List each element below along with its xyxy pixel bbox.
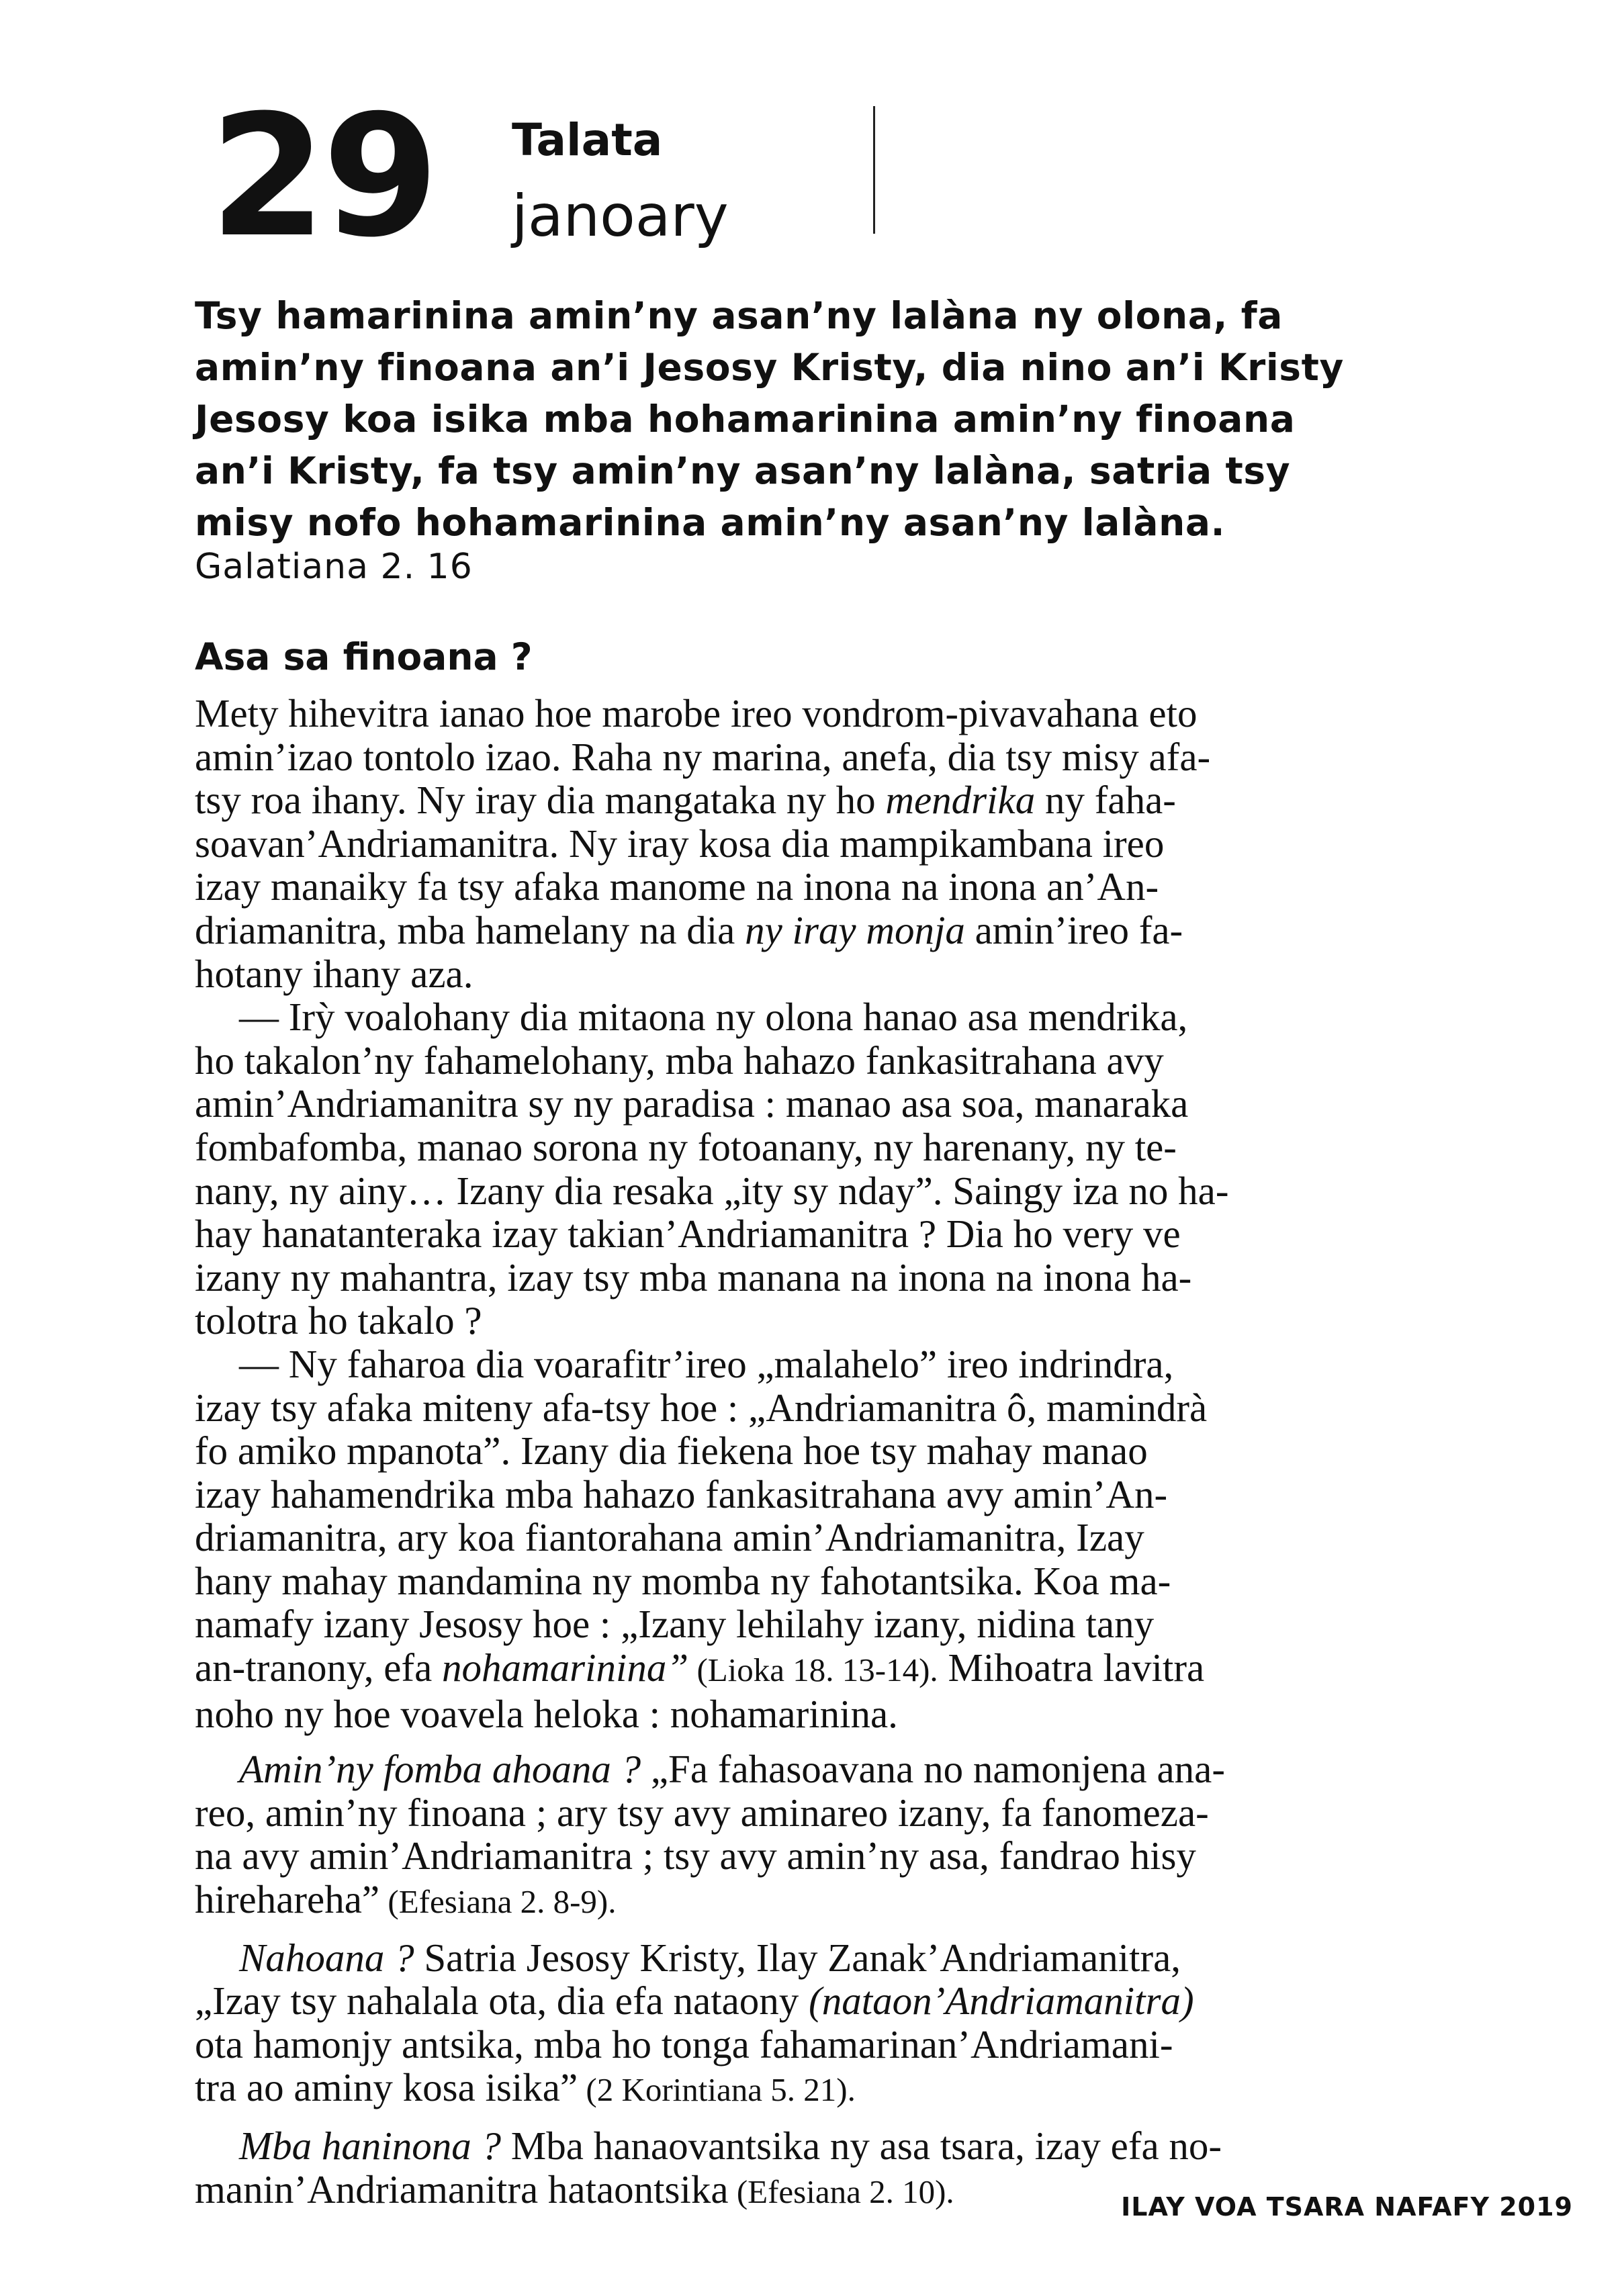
body-line: ota hamonjy antsika, mba ho tonga fahamarinan’Andriamani- — [195, 2021, 1173, 2066]
month: janoary — [512, 183, 729, 250]
body-line — [195, 1878, 1456, 1924]
body-text: hirehareha” — [195, 1877, 380, 1922]
paragraph-gap — [195, 2112, 1456, 2124]
body-line: izay tsy afaka miteny afa-tsy hoe : „Andriamanitra ô, mamindrà — [195, 1385, 1208, 1430]
body-text: Mihoatra lavitra — [938, 1645, 1205, 1690]
body-line: driamanitra, ary koa fiantorahana amin’Andriamanitra, Izay — [195, 1515, 1144, 1560]
paragraph-gap — [195, 1735, 1456, 1747]
article-body — [195, 692, 1456, 2214]
body-line: fombafomba, manao sorona ny fotoanany, ny harenany, ny te- — [195, 1124, 1177, 1169]
body-line — [195, 1646, 1456, 1692]
body-text: ny faha- — [1035, 778, 1176, 823]
body-line — [195, 2066, 1456, 2112]
body-line: hany mahay mandamina ny momba ny fahotantsika. Koa ma- — [195, 1558, 1171, 1603]
weekday: Talata — [512, 114, 663, 166]
header-divider — [873, 106, 875, 234]
body-text: Satria Jesosy Kristy, Ilay Zanak’Andriamanitra, — [414, 1935, 1181, 1980]
body-text: tsy roa ihany. Ny iray dia mangataka ny ho — [195, 778, 886, 823]
body-line: noho ny hoe voavela heloka : nohamarinina. — [195, 1691, 898, 1736]
body-line: nany, ny ainy… Izany dia resaka „ity sy nday”. Saingy iza no ha- — [195, 1168, 1229, 1213]
body-line — [195, 2124, 1456, 2168]
body-line: — Irỳ voalohany dia mitaona ny olona hanao asa mendrika, — [239, 995, 1188, 1040]
paragraph-gap — [195, 1924, 1456, 1936]
emphasis-text: ny iray monja — [745, 907, 965, 952]
emphasis-text: Mba haninona ? — [239, 2124, 502, 2168]
verse-line: Tsy hamarinina amin’ny asan’ny lalàna ny olona, fa — [195, 294, 1283, 337]
body-line: ho takalon’ny fahamelohany, mba hahazo fankasitrahana avy — [195, 1038, 1164, 1083]
body-line: fo amiko mpanota”. Izany dia fiekena hoe tsy mahay manao — [195, 1428, 1148, 1473]
body-line: tolotra ho takalo ? — [195, 1298, 482, 1343]
body-text: driamanitra, mba hamelany na dia — [195, 907, 746, 952]
article-heading: Asa sa finoana ? — [195, 635, 533, 678]
body-line: izany ny mahantra, izay tsy mba manana na inona na inona ha- — [195, 1255, 1192, 1300]
body-text: „Izay tsy nahalala ota, dia efa nataony — [195, 1979, 809, 2023]
body-line: Mety hihevitra ianao hoe marobe ireo vondrom-pivavahana eto — [195, 691, 1198, 735]
body-text: amin’ireo fa- — [964, 907, 1183, 952]
verse-line: Jesosy koa isika mba hohamarinina amin’ny finoana — [195, 398, 1296, 441]
body-line: — Ny faharoa dia voarafitr’ireo „malahelo” ireo indrindra, — [239, 1341, 1174, 1386]
bible-verse — [195, 290, 1456, 549]
body-text: „Fa fahasoavana no namonjena ana- — [641, 1747, 1225, 1792]
scripture-reference: (Lioka 18. 13-14). — [688, 1651, 938, 1689]
body-line: na avy amin’Andriamanitra ; tsy avy amin’ny asa, fandrao hisy — [195, 1833, 1196, 1878]
body-line: soavan’Andriamanitra. Ny iray kosa dia mampikambana ireo — [195, 821, 1165, 866]
body-line — [195, 909, 1456, 952]
body-line — [195, 1979, 1456, 2023]
emphasis-text: Nahoana ? — [239, 1935, 414, 1980]
body-line: izay manaiky fa tsy afaka manome na inona na inona an’An- — [195, 864, 1159, 909]
body-line — [195, 1747, 1456, 1791]
body-text: manin’Andriamanitra hataontsika — [195, 2167, 729, 2212]
body-line: izay hahamendrika mba hahazo fankasitrahana avy amin’An- — [195, 1471, 1168, 1516]
scripture-reference: (2 Korintiana 5. 21). — [578, 2071, 856, 2109]
body-line: hay hanatanteraka izay takian’Andriamanitra ? Dia ho very ve — [195, 1212, 1181, 1257]
body-line: reo, amin’ny finoana ; ary tsy avy aminareo izany, fa fanomeza- — [195, 1790, 1209, 1835]
body-line: amin’Andriamanitra sy ny paradisa : manao asa soa, manaraka — [195, 1081, 1189, 1126]
day-number: 29 — [210, 79, 435, 274]
body-line: hotany ihany aza. — [195, 951, 473, 996]
verse-reference: Galatiana 2. 16 — [195, 547, 473, 587]
emphasis-text: mendrika — [885, 778, 1036, 823]
body-text: Mba hanaovantsika ny asa tsara, izay efa no- — [501, 2124, 1222, 2168]
publication-footer: ILAY VOA TSARA NAFAFY 2019 — [1121, 2192, 1573, 2222]
body-text: an-tranony, efa — [195, 1645, 443, 1690]
emphasis-text: nohamarinina” — [442, 1645, 689, 1690]
body-line — [195, 1936, 1456, 1980]
scripture-reference: (Efesiana 2. 10). — [728, 2173, 954, 2210]
body-line: namafy izany Jesosy hoe : „Izany lehilahy izany, nidina tany — [195, 1602, 1155, 1647]
body-line: amin’izao tontolo izao. Raha ny marina, anefa, dia tsy misy afa- — [195, 734, 1211, 779]
verse-line: amin’ny finoana an’i Jesosy Kristy, dia nino an’i Kristy — [195, 346, 1344, 389]
scripture-reference: (Efesiana 2. 8-9). — [379, 1883, 617, 1921]
emphasis-text: (nataon’Andriamanitra) — [809, 1979, 1194, 2023]
body-text: tra ao aminy kosa isika” — [195, 2065, 578, 2110]
body-line — [195, 778, 1456, 822]
emphasis-text: Amin’ny fomba ahoana ? — [239, 1747, 641, 1792]
verse-line: an’i Kristy, fa tsy amin’ny asan’ny lalàna, satria tsy — [195, 449, 1291, 492]
verse-line: misy nofo hohamarinina amin’ny asan’ny lalàna. — [195, 501, 1226, 544]
